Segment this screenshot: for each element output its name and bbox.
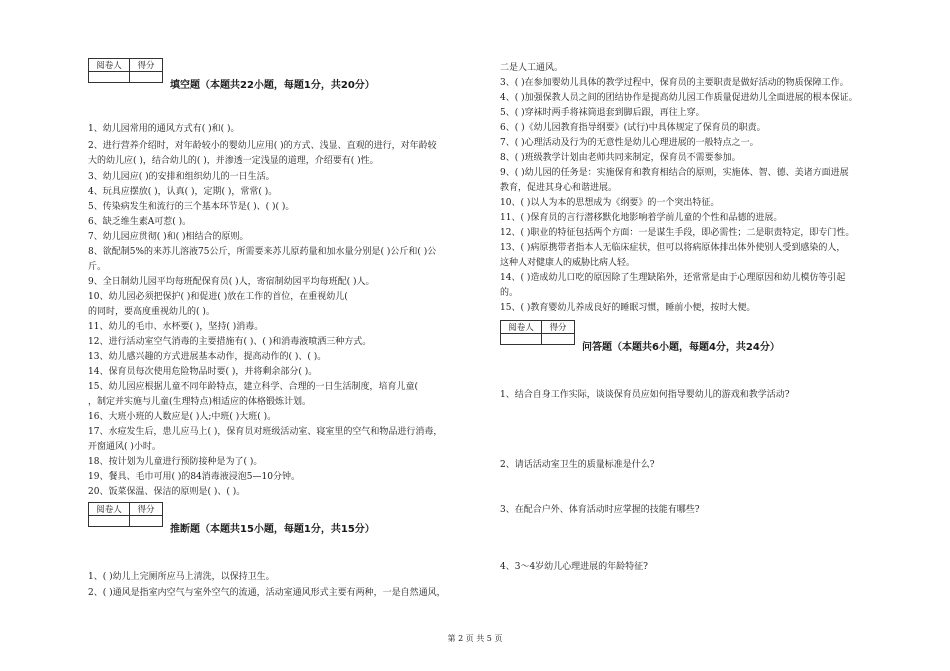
score-box-reviewer-cell (501, 334, 542, 345)
score-box-reviewer-label: 阅卷人 (501, 321, 542, 334)
judge-question: 15、( )教育婴幼儿养成良好的睡眠习惯，睡前小便，按时大便。 (500, 303, 756, 313)
fill-question: 的同时，要高度重视幼儿的( )。 (88, 307, 215, 317)
judge-question: 11、( )保育员的言行潜移默化地影响着学前儿童的个性和品德的进展。 (500, 213, 783, 223)
score-box-score-label: 得分 (130, 59, 163, 72)
judge-question: 7、( )心理活动及行为的无意性是幼儿心理进展的一般特点之一。 (500, 138, 759, 148)
fill-question: 开窗通风( )小时。 (88, 442, 161, 452)
fill-question: 3、幼儿园应( )的安排和组织幼儿的一日生活。 (88, 172, 275, 182)
score-box-score-label: 得分 (542, 321, 575, 334)
fill-question: 20、饭菜保温、保洁的原则是( )、( )。 (88, 487, 246, 497)
judge-question: 2、( )通风是指室内空气与室外空气的流通，活动室通风形式主要有两种，一是自然通风， (88, 588, 446, 598)
fill-question: 18、按计划为儿童进行预防接种是为了( )。 (88, 457, 263, 467)
fill-question: 6、缺乏维生素A可惹( )。 (88, 217, 192, 227)
score-box-reviewer-cell (89, 72, 130, 83)
judge-question: 5、( )穿袜时两手将袜筒退套到脚后跟，再往上穿。 (500, 108, 705, 118)
fill-question: 5、传染病发生和流行的三个基本环节是( )、( )( )。 (88, 202, 295, 212)
fill-question: 16、大班小班的人数应是( )人;中班( )大班( )。 (88, 412, 277, 422)
fill-question: 19、餐具、毛巾可用( )的84消毒液浸泡5—10分钟。 (88, 472, 300, 482)
fill-question: 4、玩具应摆放( )，认真( )，定期( )，常常( )。 (88, 187, 278, 197)
score-box-reviewer-cell (89, 516, 130, 527)
judge-question: 9、( )幼儿园的任务是：实施保育和教育相结合的原则，实施体、智、德、美诸方面进展 (500, 168, 849, 178)
judge-question: 的。 (500, 288, 519, 298)
section-title-judge: 推断题（本题共15小题，每题1分，共15分） (170, 524, 375, 535)
fill-question: 斤。 (88, 262, 107, 272)
judge-question: 14、( )造成幼儿口吃的原因除了生理缺陷外，还常常是由于心理原因和幼儿模仿等引起 (500, 273, 846, 283)
qa-question: 4、3～4岁幼儿心理进展的年龄特征? (500, 562, 649, 572)
score-box-score-cell (542, 334, 575, 345)
judge-question: 6、( )《幼儿园教育指导纲要》(试行)中具体规定了保育员的职责。 (500, 123, 766, 133)
fill-question: 12、进行活动室空气消毒的主要措施有( )、( )和消毒液喷洒三种方式。 (88, 337, 372, 347)
judge-question: 4、( )加强保教人员之间的团结协作是提高幼儿园工作质量促进幼儿全面进展的根本保证。 (500, 93, 858, 103)
fill-question: 17、水痘发生后，患儿应马上( )，保育员对班级活动室、寝室里的空气和物品进行消毒， (88, 427, 443, 437)
judge-question: 教育，促进其身心和谐进展。 (500, 183, 618, 193)
fill-question: 14、保育员每次使用危险物品时要( )，并将剩余部分( )。 (88, 367, 318, 377)
judge-question: 13、( )病原携带者指本人无临床症状，但可以将病原体排出体外使别人受到感染的人， (500, 243, 846, 253)
fill-question: 8、欲配制5%的来苏儿溶液75公斤，所需要来苏儿原药量和加水量分别是( )公斤和( )公 (88, 247, 437, 257)
judge-question: 10、( )以人为本的思想成为《纲要》的一个突出特征。 (500, 198, 720, 208)
score-box-score-cell (130, 516, 163, 527)
judge-question: 12、( )职业的特征包括两个方面：一是谋生手段，即必需性；二是职责特定，即专门性。 (500, 228, 855, 238)
fill-question: 11、幼儿的毛巾、水杯要( )，坚持( )消毒。 (88, 322, 264, 332)
score-box-reviewer-label: 阅卷人 (89, 59, 130, 72)
page-footer: 第 2 页 共 5 页 (447, 634, 503, 643)
fill-question: 10、幼儿园必须把保护( )和促进( )放在工作的首位，在重视幼儿( (88, 292, 348, 302)
score-box-qa (500, 320, 575, 345)
fill-question: 1、幼儿园常用的通风方式有( )和( )。 (88, 124, 240, 134)
score-box-score-cell (130, 72, 163, 83)
score-box-fill (88, 58, 163, 83)
score-box-score-label: 得分 (130, 503, 163, 516)
section-title-fill: 填空题（本题共22小题，每题1分，共20分） (170, 80, 375, 91)
fill-question: 大的幼儿应( )，结合幼儿的( )，并渗透一定浅显的道理，介绍要有( )性。 (88, 156, 379, 166)
judge-question: 二是人工通风。 (500, 63, 564, 73)
fill-question: 7、幼儿园应贯彻( )和( )相结合的原则。 (88, 232, 249, 242)
score-box-reviewer-label: 阅卷人 (89, 503, 130, 516)
judge-question: 3、( )在参加婴幼儿具体的教学过程中，保育员的主要职责是做好活动的物质保障工作。 (500, 78, 849, 88)
qa-question: 1、结合自身工作实际，谈谈保育员应如何指导婴幼儿的游戏和教学活动? (500, 390, 790, 400)
fill-question: 2、进行营养介绍时，对年龄较小的婴幼儿应用( )的方式、浅显、直观的进行，对年龄较 (88, 141, 437, 151)
score-box-judge (88, 502, 163, 527)
fill-question: 13、幼儿感兴趣的方式进展基本动作，提高动作的( )、( )。 (88, 352, 327, 362)
judge-question: 1、( )幼儿上完厕所应马上清洗，以保持卫生。 (88, 572, 275, 582)
judge-question: 8、( )班级教学计划由老师共同来制定，保育员不需要参加。 (500, 153, 741, 163)
judge-question: 这种人对健康人的威胁比病人轻。 (500, 258, 636, 268)
fill-question: 9、全日制幼儿园平均每班配保育员( )人，寄宿制幼园平均每班配( )人。 (88, 277, 375, 287)
fill-question: ，制定并实施与儿童(生理特点)相适应的体格锻炼计划。 (88, 397, 312, 407)
section-title-qa: 问答题（本题共6小题，每题4分，共24分） (582, 342, 780, 353)
fill-question: 15、幼儿园应根据儿童不同年龄特点，建立科学、合理的一日生活制度，培育儿童( (88, 382, 418, 392)
qa-question: 3、在配合户外、体育活动时应掌握的技能有哪些? (500, 505, 700, 515)
qa-question: 2、请话活动室卫生的质量标准是什么? (500, 460, 655, 470)
